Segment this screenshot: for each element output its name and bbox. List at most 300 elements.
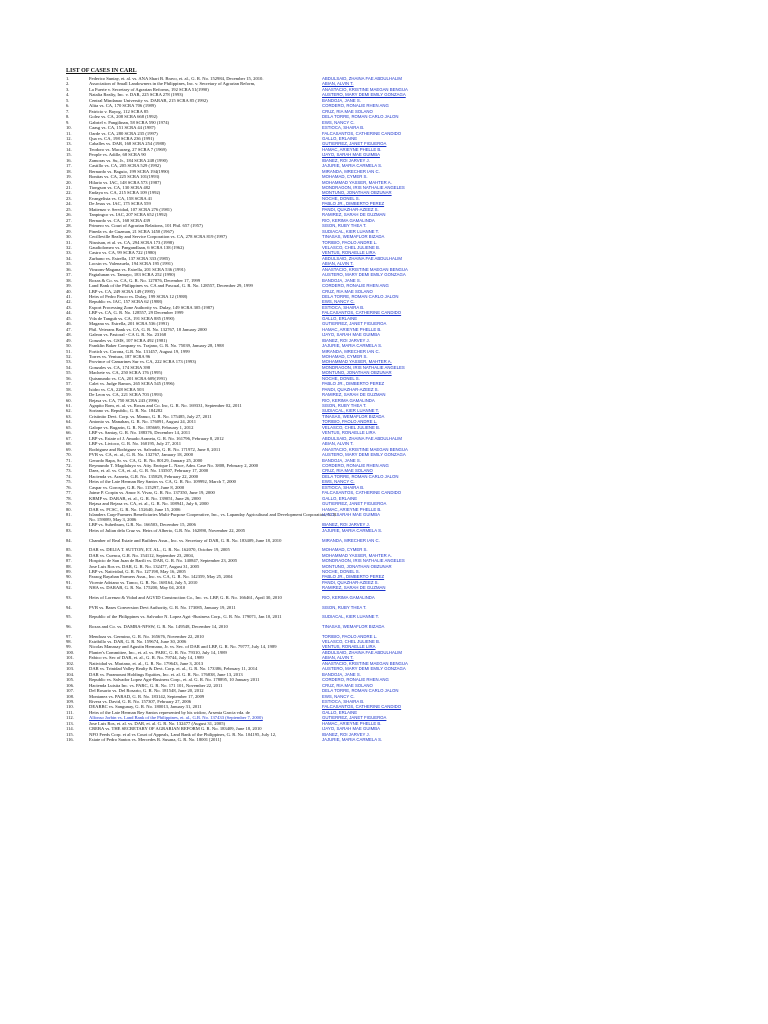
case-title: Land Bank of the Philippines vs. CA and Pascual, G. R. No. 128557, December 29, 1999 [89,283,253,289]
case-number: 102. [66,660,75,666]
case-title: Alita vs. CA, 170 SCRA 706 (1989) [89,103,156,109]
assignee-link[interactable]: SISON, RUBY THEA T. [322,403,367,408]
case-number: 75. [66,479,72,485]
case-title: Mendoza vs. Germino, G. R. No. 165676, November 22, 2010 [89,633,204,639]
case-number: 71. [66,457,72,463]
case-title: LBP vs. CA, G. R. No. 128557, 29 December 1999 [89,310,184,316]
case-number: 43. [66,304,72,310]
assignee-link[interactable]: GUTIERREZ, JANET FIGUEROA [322,321,387,327]
case-title: Reymundo T. Magdaluyo vs. Atty. Enrique L. Nace, Adm. Case No. 3808, February 2, 2000 [89,462,259,468]
case-title: Galope vs. Bugarin, G. R. No. 185669, February 1, 2012 [89,424,194,430]
assignee-link[interactable]: MIRANDA, MRECHER IAN C. [322,348,380,354]
assignee-link[interactable]: TINASAS, WEMAFLOR BIZADA [322,623,385,629]
case-title: PVB vs. Bases Conversion Devt Authority, G. R. No. 173085, January 19, 2011 [89,604,236,610]
case-number: 98. [66,639,72,644]
assignee-link[interactable]: CRUZ, RIA MAE SOLANO [322,468,373,474]
list-title: LIST OF CASES IN CARL [66,68,137,74]
assignee-link[interactable]: JAJURIE, MARIA CARMELA S. [322,737,383,743]
assignee-link[interactable]: IJAYO, SARAH MAE GUIMBA [322,332,380,338]
case-title: Heirs of Lorenzo & Vidad and AGVID Construction Co., Inc. vs. LBP, G. R. No. 166461, April 30, 2010 [89,594,282,600]
case-number: 96. [66,623,72,629]
case-number: 12. [66,135,72,141]
case-title: DAR vs. DELIA T. SUTTON, ET. AL., G. R. No. 162070, October 19, 2005 [89,547,230,553]
case-number: 37. [66,272,72,278]
assignee-link[interactable]: DELA TORRE, ROMAN CARLO JALON [322,294,399,299]
assignee-link[interactable]: GALLO, ERLAINE [322,135,358,141]
assignee-link[interactable]: BANDOJA, JANE S. [322,671,361,677]
assignee-link[interactable]: ABDULSAID, ZHAINA FAE ABDULHALIM [322,76,402,81]
case-number: 105. [66,677,75,683]
case-number: 104. [66,671,75,677]
assignee-link[interactable]: CORDERO, RONALIE RHEN ANG [322,283,389,289]
case-title: Castro vs. CA, 99 SCRA 722 (1980) [89,250,157,256]
case-number: 1. [66,76,70,81]
assignee-link[interactable]: ABDULSAID, ZHAINA FAE ABDULHALIM [322,435,402,441]
assignee-link[interactable]: ANASTACIO, KRISTINE MAEGAN BENGUA [322,660,408,666]
case-title: Estate of Pedro Santos vs. Mercedes R. Susana, G. R. No. 18001 [2011] [89,737,222,743]
case-title: Primero vs. Court of Agrarian Relations, 101 Phil. 657 (1957) [89,223,203,229]
case-number: 114. [66,726,74,732]
assignee-link[interactable]: IJAYO, SARAH MAE GUIMBA [322,152,380,158]
assignee-link[interactable]: NOCHE, DONEL S. [322,195,360,201]
case-number: 73. [66,468,72,474]
case-number: 7. [66,108,70,114]
case-title: Rivera vs. David, G. R. No. 157307, February 27, 2006 [89,698,192,704]
assignee-link[interactable]: EWS, NANCY C. [322,119,355,125]
case-number: 79. [66,501,72,507]
case-title: People vs. Adille, 68 SCRA 90 [89,152,146,158]
case-title: Pabico vs. Sec of DAR, et. al., G. R. No. 79744, July 14, 1989 [89,655,204,661]
case-number: 6. [66,103,70,109]
assignee-link[interactable]: DELA TORRE, ROMAN CARLO JALON [322,688,399,694]
case-title: Heirs of the Late Herman Rey Santos vs. CA, G. R. No. 109992, March 7, 2000 [89,479,236,485]
assignee-link[interactable]: IJAYO, SARAH MAE GUIMBA [322,726,380,732]
case-number: 72. [66,462,72,468]
case-title: Agapito Rom, et. al. vs. Roxas and Co. Inc, G. R. No. 169331, September 02, 2011 [89,403,242,408]
case-title: Vda de Tangub vs. CA, 191 SCRA 885 (1990) [89,315,175,321]
assignee-link[interactable]: RIO, KERIMA GAMALINDA [322,217,375,223]
assignee-link[interactable]: CORDERO, RONALIE RHEN ANG [322,103,389,109]
case-title: Pagtalunan vs. Tamayo, 183 SCRA 252 (1990) [89,272,176,278]
case-title: Machete vs. CA, 250 SCRA 176 (1995) [89,370,163,376]
case-number: 64. [66,419,72,425]
case-title: Planter's Committee, Inc., et. al. vs. PARC, G. R. No. 79310, July 14, 1989 [89,649,227,655]
assignee-link[interactable]: IBANEZ, ROI JARVEY J. [322,731,370,737]
assignee-link[interactable]: CORDERO, RONALIE RHEN ANG [322,677,389,683]
case-title: Locsin vs. Valenzuela, 194 SCRA 195 (1991) [89,261,173,267]
assignee-link[interactable]: MONTUNO, JONATHAN OBZUNAR [322,563,392,569]
case-title: DAR vs. Paramount Holdings Equities, Inc. et. al. G. R. No. 176838, June 13, 2013 [89,671,243,677]
case-title: Natividad vs. Mariano, et. al., G. R. No. 179643, June 3, 2013 [89,660,204,666]
assignee-link[interactable]: MOHAMMAD YASSER, MAHTER A. [322,359,392,365]
case-number: 47. [66,326,72,332]
assignee-link[interactable]: FALCASANTOS, CATHERINE CANDIDO [322,490,402,496]
case-title: Cristinito Devt. Corp. vs. Manuo, G. R. No. 175485, July 27, 2011 [89,413,212,419]
case-number: 8. [66,114,70,120]
case-title: Isidro vs. CA, 228 SCRA 503 [89,386,144,392]
assignee-link[interactable]: GALLO, ERLAINE [322,495,358,501]
case-number: 26. [66,212,72,218]
assignee-link[interactable]: FALCASANTOS, CATHERINE CANDIDO [322,130,402,136]
assignee-link[interactable]: VELASCO, CHEL JULIENE B. [322,639,381,644]
case-title: Daez, et. al. vs. CA, et. al., G. R. No. 133507, February 17, 2000 [89,468,209,474]
assignee-link[interactable]: VENTUS, RONAELLE LIRA [322,430,376,436]
case-title: Paraog Bayaban Farmers Assn., Inc. vs. CA, G. R. No. 142359, May 25, 2004 [89,574,233,580]
case-title: Estribillo vs. DAR, G. R. No. 159674, June 30, 2006 [89,639,187,644]
assignee-link[interactable]: RAMIREZ, SARAH DE GUZMAN [322,392,386,398]
assignee-link[interactable]: ABIAN, ALVIN T. [322,261,354,267]
case-number: 44. [66,310,72,316]
case-number: 67. [66,435,72,441]
case-title: Export Processing Zone Authority vs. Dulay, 149 SCRA 305 (1987) [89,304,214,310]
assignee-link[interactable]: BANDOJA, JANE S. [322,457,361,463]
assignee-link[interactable]: PABLO JR., DIMBERTO PEREZ [322,201,385,207]
case-title: Bernardo vs. CA, 168 SCRA 439 [89,217,151,223]
case-title: Galeon vs. Pastoral - CA G. R. No. 23168 [89,332,167,338]
case-number: 45. [66,315,72,321]
assignee-link[interactable]: ABIAN, ALVIN T. [322,81,354,87]
case-title-link[interactable]: Alfonso Jorbin vs. Land Bank of the Philippines, et. al., G.R. No. 137433 (September 7, 2000) [89,715,263,721]
assignee-link[interactable]: JAJURIE, MARIA CARMELA S. [322,163,383,169]
case-title: Roxas and Co. vs. DAMBA-NFSW, G. R. No. 149548, December 14, 2010 [89,623,228,629]
assignee-link[interactable]: ABIAN, ALVIN T. [322,655,354,661]
assignee-link[interactable]: PANDI, QUAZHAR-AZEEZ S. [322,206,379,212]
case-title: DAR vs. PCSC, G. R. No. 152640, June 15, 2006 [89,506,181,512]
case-title: Tanpingco vs. IAC, 207 SCRA 652 (1992) [89,212,168,218]
case-title: LBP vs. Santay, G. R. No. 188376, December 14, 2011 [89,430,191,436]
assignee-link[interactable]: RIO, KERIMA GAMALINDA [322,397,375,403]
assignee-link[interactable]: MONTUNO, JONATHAN OBZUNAR [322,370,392,376]
assignee-link[interactable]: DELA TORRE, ROMAN CARLO JALON [322,473,399,479]
case-number: 97. [66,633,72,639]
case-number: 86. [66,552,72,558]
assignee-link[interactable]: MOHAMMAD YASSER, MAHTER A. [322,179,392,185]
case-title: Gonzales vs. GSIS, 107 SCRA 492 (1981) [89,337,168,343]
case-number: 103. [66,666,75,672]
case-number: 3. [66,86,70,92]
case-number: 5. [66,97,70,103]
case-title: Caspar vs. Gorospe, G.R. No. 115297, June 8, 2000 [89,484,185,490]
assignee-link[interactable]: PANDI, QUAZHAR-AZEEZ S. [322,579,379,585]
case-title: LBP vs. Suheiburn, G.R. No. 166503, December 15, 2006 [89,522,196,528]
assignee-link[interactable]: TINASAS, WEMAFLOR BIZADA [322,413,385,419]
case-title: Central Mindanao University vs. DARAB, 215 SCRA 85 (1992) [89,97,208,103]
case-title: Hospicio de San Juan de Barili vs. DAR, G. R. No. 140847, September 23, 2005 [89,558,238,564]
assignee-link[interactable]: HAMAC, ARIEYNE PHELLE B. [322,326,382,332]
assignee-link[interactable]: GUTIERREZ, JANET FIGUEROA [322,141,387,147]
assignee-link[interactable]: EWS, NANCY C. [322,299,355,305]
case-number: 34. [66,255,72,261]
case-number: 35. [66,261,72,267]
assignee-link[interactable]: GALLO, ERLAINE [322,709,358,715]
case-title: Zamoras vs. Su, Jr., 184 SCRA 248 (1990) [89,157,168,163]
assignee-link[interactable]: MIRANDA, MRECHER IAN C. [322,168,380,174]
case-title: Bejasa vs. CA, 750 SCRA 243 (1996) [89,397,159,403]
assignee-link[interactable]: NOCHE, DONEL S. [322,568,360,574]
assignee-link[interactable]: ABIAN, ALVIN T. [322,441,354,447]
case-number: 81. [66,512,72,517]
assignee-link[interactable]: TORIBIO, PAOLO ANDRE L. [322,419,378,425]
case-number: 33. [66,250,72,256]
case-number: 10. [66,125,72,131]
assignee-link[interactable]: JAJURIE, MARIA CARMELA S. [322,527,383,533]
case-title: Vicente Adriano vs. Tanco, G. R. No. 168164, July 5, 2010 [89,579,198,585]
assignee-link[interactable]: VENTUS, RONAELLE LIRA [322,250,376,256]
case-title: Hilario vs. IAC, 148 SCRA 573 (1987) [89,179,161,185]
case-title: Rodriguez and Rodriguez vs. Salvador, G. R. No. 171972, June 8, 2011 [89,446,221,452]
assignee-link[interactable]: ANASTACIO, KRISTINE MAEGAN BENGUA [322,446,408,452]
case-number: 99. [66,644,72,650]
assignee-link[interactable]: FALCASANTOS, CATHERINE CANDIDO [322,704,402,710]
assignee-link[interactable]: CORDERO, RONALIE RHEN ANG [322,462,389,468]
case-title: Endaya vs. CA, 215 SCRA 109 (1992) [89,190,161,196]
case-number: 54. [66,364,72,370]
assignee-link[interactable]: IBANEZ, ROI JARVEY J. [322,522,370,528]
case-title: Phil. Veterans Bank vs. CA, G. R. No. 132767, 18 January 2000 [89,326,207,332]
case-title: Calet vs. Judge Ramos, 265 SCRA 545 (1996) [89,381,175,387]
case-number: 46. [66,321,72,327]
assignee-link[interactable]: MONDRAGON, IRIS NATHALIE ANGELES [322,558,405,564]
assignee-link[interactable]: ABDULSAID, ZHAINA FAE ABDULHALIM [322,649,402,655]
assignee-link[interactable]: MOHAMAD, CYMER S. [322,353,368,359]
case-number: 89. [66,568,72,574]
case-number: 58. [66,386,72,392]
assignee-link[interactable]: CRUZ, RIA MAE SOLANO [322,288,373,294]
case-number: 57. [66,381,72,387]
assignee-link[interactable]: AUSTERO, MARY DEMI EMILY GONZAGA [322,666,406,672]
case-number: 59. [66,392,72,398]
assignee-link[interactable]: BANDOJA, JANE S. [322,277,361,283]
assignee-link[interactable]: MIRANDA, MRECHER IAN C. [322,537,380,543]
case-title: Matienzo v. Servidad, 107 SCRA 276 (1981) [89,206,172,212]
case-number: 87. [66,558,72,564]
case-number: 66. [66,430,72,436]
case-title: Qua vs. CA, 198 SCRA 236 (1991) [89,135,155,141]
case-title: Montanez vs. PARAD, G. R. No. 183142, September 17, 2009 [89,693,205,699]
case-number: 9. [66,119,70,125]
case-number: 92. [66,585,72,591]
case-title: De Jesus vs. IAC, 175 SCRA 559 [89,201,151,207]
assignee-link[interactable]: MOHAMMAD YASSER, MAHTER A. [322,552,392,558]
case-number: 55. [66,370,72,376]
assignee-link[interactable]: ESTIOCA, SHAIRA B. [322,698,365,704]
case-number: 56. [66,375,72,381]
assignee-link[interactable]: DELA TORRE, ROMAN CARLO JALON [322,114,399,120]
case-number: 61. [66,403,72,408]
assignee-link[interactable]: BANDOJA, JANE S. [322,97,361,103]
assignee-link[interactable]: EWS, NANCY C. [322,693,355,699]
case-title: Jose Luis Ros, et. al. vs. DAR, et. al. G. R. No. 132477 (August 31, 2005) [89,720,226,726]
case-number: 80. [66,506,72,512]
assignee-link[interactable]: GALLO, ERLAINE [322,315,358,321]
case-title: Vinzons-Magana vs. Estrella, 201 SCRA 536 (1991) [89,266,186,272]
assignee-link[interactable]: VELASCO, CHEL JULIENE B. [322,244,381,250]
assignee-link[interactable]: SISON, RUBY THEA T. [322,223,367,229]
case-number: 41. [66,294,72,299]
assignee-link[interactable]: MONDRAGON, IRIS NATHALIE ANGELES [322,364,405,370]
case-number: 21. [66,185,72,190]
assignee-link[interactable]: NOCHE, DONEL S. [322,375,360,381]
case-title: Caballes vs. DAR, 168 SCRA 254 (1988) [89,141,166,147]
case-title: DEARBC vs. Sangunay, G. R. No. 180013, January 31, 2011 [89,704,202,710]
assignee-link[interactable]: SUDIACAL, KIER LUANNE T. [322,614,379,620]
assignee-link[interactable]: VENTUS, RONAELLE LIRA [322,644,376,650]
case-title: Teodoro vs. Macaraeg, 27 SCRA 7 (1969) [89,146,167,152]
case-title: Roxas & Co. vs. CA, G. R. No. 127876, December 17, 1999 [89,277,201,283]
case-title: Antonio vs. Manahan, G. R. No. 176091, August 24, 2011 [89,419,197,425]
case-title: LBP vs. Estate of J. Amado Araneta, G. R. No. 161796, February 8, 2012 [89,435,224,441]
case-title: La Fuerte v. Secretary of Agrarian Reforms, 192 SCRA 51(1990) [89,86,209,92]
case-title: De Leon vs. CA, 221 SCRA 703 (1993) [89,392,163,398]
case-number: 70. [66,452,72,458]
assignee-link[interactable]: TINASAS, WEMAFLOR BIZADA [322,234,385,240]
case-number: 4. [66,92,70,98]
assignee-link[interactable]: MONDRAGON, IRIS NATHALIE ANGELES [322,185,405,190]
case-title: Gaudiolomeo vs. Pangandlaan, 6 SCRA 138 (1962) [89,244,184,250]
case-title: Golez vs. CA, 208 SCRA 668 (1992) [89,114,158,120]
assignee-link[interactable]: SUDIACAL, KIER LUANNE T. [322,408,379,414]
case-number: 36. [66,266,72,272]
case-title: Torres vs. Ventura, 187 SCRA 96 [89,353,151,359]
case-title: Soriano vs. Republic, G. R. No. 184282 [89,408,163,414]
case-number: 16. [66,157,72,163]
case-number: 85. [66,547,72,553]
case-number: 30. [66,234,72,240]
case-number: 83. [66,527,72,533]
case-number: 17. [66,163,72,169]
case-number: 74. [66,473,72,479]
assignee-link[interactable]: EWS, NANCY C. [322,479,355,485]
assignee-link[interactable]: HAMAC, ARIEYNE PHELLE B. [322,720,382,726]
assignee-link[interactable]: HAMAC, ARIEYNE PHELLE B. [322,146,382,152]
assignee-link[interactable]: TORIBIO, PAOLO ANDRE L. [322,633,378,639]
case-title: Heirs of Julian dela Cruz vs. Heirs of Alberto, G.R. No. 162890, November 22, 2005 [89,527,246,533]
case-number: 24. [66,201,72,207]
case-title: Castillo vs. CA, 205 SCRA 529 (1992) [89,163,161,169]
case-number: 65. [66,424,72,430]
assignee-link[interactable]: ESTIOCA, SHAIRA B. [322,125,365,131]
assignee-link[interactable]: RIO, KERIMA GAMALINDA [322,594,375,600]
case-number: 111. [66,709,74,715]
assignee-link[interactable]: ABDULSAID, ZHAINA FAE ABDULHALIM [322,255,402,261]
assignee-link[interactable]: RAMIREZ, SARAH DE GUZMAN [322,212,386,218]
case-number: 13. [66,141,72,147]
assignee-link[interactable]: TORIBIO, PAOLO ANDRE L. [322,239,378,245]
assignee-link[interactable]: HAMAC, ARIEYNE PHELLE B. [322,506,382,512]
case-title: Franklin Baker Company vs. Trajano, G. R. No. 75039, January 28, 1988 [89,343,224,349]
assignee-link[interactable]: AUSTERO, MARY DEMI EMILY GONZAGA [322,92,406,98]
case-title: Patricio v. Bayog, 112 SCRA 85 [89,108,149,114]
assignee-link[interactable]: GUTIERREZ, JANET FIGUEROA [322,715,387,721]
assignee-link[interactable]: CRUZ, RIA MAE SOLANO [322,108,373,114]
assignee-link[interactable]: JAJURIE, MARIA CARMELA S. [322,343,383,349]
case-number: 19. [66,174,72,180]
assignee-link[interactable]: VELASCO, CHEL JULIENE B. [322,424,381,430]
case-number: 2. [66,81,70,87]
case-number: 27. [66,217,72,223]
case-number: 82. [66,522,72,528]
case-title: DAR vs. Cuenca, G.R. No. 154112, September 23, 2004, [89,552,194,558]
case-number: 84. [66,537,72,543]
case-number: 28. [66,223,72,229]
case-number: 38. [66,277,72,283]
case-number: 53. [66,359,72,365]
assignee-link[interactable]: FALCASANTOS, CATHERINE CANDIDO [322,310,402,316]
case-number: 69. [66,446,72,452]
case-title: NFO Feeds Corp. et al vs Court of Appeals, Land Bank of the Philippines, G. R. No. 104195, July 12, [89,731,277,737]
case-title: Fortich vs. Corona, G.R. No. 131457, August 19, 1999 [89,348,190,354]
assignee-link[interactable]: IBANEZ, ROI JARVEY J. [322,337,370,343]
case-title: Gonzales vs. CA, 174 SCRA 398 [89,364,151,370]
case-number: 50. [66,343,72,349]
assignee-link[interactable]: IJAYO, SARAH MAE GUIMBA [322,512,380,517]
case-number: 25. [66,206,72,212]
case-number: 52. [66,353,72,359]
assignee-link[interactable]: MOHAMAD, CYMER S. [322,547,368,553]
case-title: CREBA vs. THE SECRETARY OF AGRARIAN REFORM G. R. No. 183409, June 18, 2010 [89,726,262,732]
case-number: 32. [66,244,72,250]
case-title: Oarde vs. CA, 280 SCRA 235 (1997) [89,130,158,136]
case-title: Chamber of Real Estate and Builders Assn., Inc. vs. Secretary of DAR, G. R. No. 183409, June 18, 2010 [89,537,282,543]
case-number: 68. [66,441,72,447]
case-number: 23. [66,195,72,201]
case-number: 95. [66,614,72,620]
case-title: NHA vs. DARAB, G. R. No. 175200, May 04, 2010 [89,585,186,591]
case-number: 31. [66,239,72,245]
case-number: 76. [66,484,72,490]
assignee-link[interactable]: SISON, RUBY THEA T. [322,604,367,610]
assignee-link[interactable]: MOHAMAD, CYMER S. [322,174,368,180]
assignee-link[interactable]: AUSTERO, MARY DEMI EMILY GONZAGA [322,452,406,458]
assignee-link[interactable]: RAMIREZ, SARAH DE GUZMAN [322,585,386,591]
assignee-link[interactable]: ESTIOCA, SHAIRA B. [322,304,365,310]
assignee-link[interactable]: IBANEZ, ROI JARVEY J. [322,157,370,163]
case-title: Jaime P. Corpin vs. Amor S. Vivar, G. R. No. 137350, June 19, 2000 [89,490,215,496]
document-page [66,66,726,743]
case-title: LBP vs. Livioco, G. R. No. 160195, July 27, 2011 [89,441,182,447]
assignee-link[interactable]: GUTIERREZ, JANET FIGUEROA [322,501,387,507]
assignee-link[interactable]: MONTUNO, JONATHAN OBZUNAR [322,190,392,196]
case-title: Association of Small Landowners in the Philippines, Inc. v. Secretary of Agrarian Reform, [89,81,256,87]
case-number: 63. [66,413,72,419]
case-number: 11. [66,130,72,136]
assignee-link[interactable]: CRUZ, RIA MAE SOLANO [322,682,373,688]
case-number: 62. [66,408,72,414]
case-title: Province of Camarines Sur vs. CA, 222 SCRA 173 (1993) [89,359,197,365]
case-number: 48. [66,332,72,338]
case-title: Republic vs. Salvador Lopez Agri-Business Corp., et. al. G. R. No. 178895, 10 January 2011 [89,677,260,683]
case-number: 94. [66,604,72,610]
case-number: 110. [66,704,74,710]
assignee-link[interactable]: SUDIACAL, KIER LUANNE T. [322,228,379,234]
assignee-link[interactable]: AUSTERO, MARY DEMI EMILY GONZAGA [322,272,406,278]
case-number: 90. [66,574,72,580]
assignee-link[interactable]: PABLO JR., DIMBERTO PEREZ [322,574,385,580]
case-number: 20. [66,179,72,185]
assignee-link[interactable]: ANASTACIO, KRISTINE MAEGAN BENGUA [322,86,408,92]
case-title: Magana vs. Estrella, 201 SCRA 536 (1991) [89,321,169,327]
case-title: Natalia Realty, Inc. v. DAR, 225 SCRA 278 (1993) [89,92,184,98]
case-title: KBMP vs. DARAB, et. al., G. R. No. 139051, June 26, 2000 [89,495,201,501]
case-number: 100. [66,649,75,655]
case-title: LBP vs. Natividad, G. R. No. 127198, May 16, 2005 [89,568,186,574]
case-title: Nicolas Manasay and Agustin Hermano, Jr. vs. Sec. of DAR and LBP, G. R. No. 79777, July 14, 1989 [89,644,277,650]
assignee-link[interactable]: PABLO JR., DIMBERTO PEREZ [322,381,385,387]
assignee-link[interactable]: ESTIOCA, SHAIRA B. [322,484,365,490]
assignee-link[interactable]: ANASTACIO, KRISTINE MAEGAN BENGUA [322,266,408,272]
assignee-link[interactable]: PANDI, QUAZHAR-AZEEZ S. [322,386,379,392]
case-title: Jose Luis Ros vs. DAR, G. R. No. 132477, August 31, 2005 [89,563,200,569]
